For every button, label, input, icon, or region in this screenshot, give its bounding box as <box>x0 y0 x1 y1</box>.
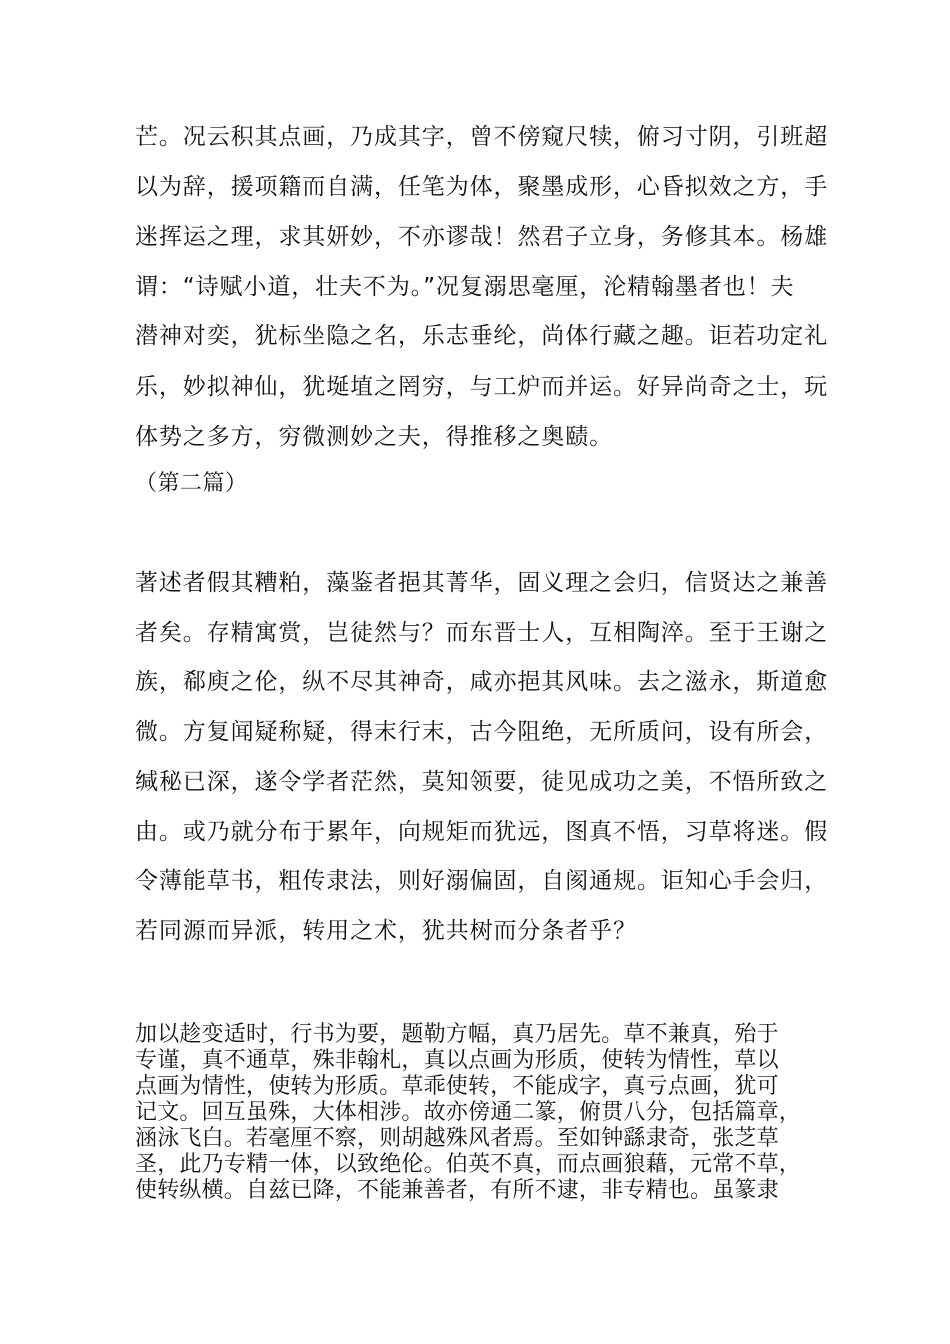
text-line: 芒。况云积其点画，乃成其字，曾不傍窥尺犊，俯习寸阴，引班超 <box>135 124 829 150</box>
text-line: 著述者假其糟粕，藻鉴者挹其菁华，固义理之会归，信贤达之兼善 <box>135 570 829 596</box>
text-line: 若同源而异派，转用之术，犹共树而分条者乎？ <box>135 918 637 944</box>
text-line: 体势之多方，穷微测妙之夫，得推移之奥赜。 <box>135 424 613 450</box>
text-line: 加以趁变适时，行书为要，题勒方幅，真乃居先。草不兼真，殆于 <box>135 1022 779 1047</box>
text-line: 谓：“诗赋小道，壮夫不为。”况复溺思毫厘，沦精翰墨者也！夫 <box>135 274 795 300</box>
text-line: 令薄能草书，粗传隶法，则好溺偏固，自阂通规。讵知心手会归， <box>135 868 829 894</box>
text-line: 乐，妙拟神仙，犹埏埴之罔穷，与工炉而并运。好异尚奇之士，玩 <box>135 374 829 400</box>
text-line: 点画为情性，使转为形质。草乖使转，不能成字，真亏点画，犹可 <box>135 1074 779 1099</box>
text-line: 圣，此乃专精一体，以致绝伦。伯英不真，而点画狼藉，元常不草， <box>135 1152 802 1177</box>
text-line: 记文。回互虽殊，大体相涉。故亦傍通二篆，俯贯八分，包括篇章， <box>135 1100 802 1125</box>
text-line: 迷挥运之理，求其妍妙，不亦谬哉！然君子立身，务修其本。杨雄 <box>135 224 829 250</box>
text-line: 微。方复闻疑称疑，得末行末，古今阻绝，无所质问，设有所会， <box>135 719 829 745</box>
text-line: 缄秘已深，遂令学者茫然，莫知领要，徒见成功之美，不悟所致之 <box>135 769 829 795</box>
text-line: 涵泳飞白。若毫厘不察，则胡越殊风者焉。至如钟繇隶奇，张芝草 <box>135 1126 779 1151</box>
text-line: 由。或乃就分布于累年，向规矩而犹远，图真不悟，习草将迷。假 <box>135 819 829 845</box>
text-line: 者矣。存精寓赏，岂徒然与？而东晋士人，互相陶淬。至于王谢之 <box>135 620 829 646</box>
text-line: 以为辞，援项籍而自满，任笔为体，聚墨成形，心昏拟效之方，手 <box>135 174 829 200</box>
text-line: 使转纵横。自兹已降，不能兼善者，有所不逮，非专精也。虽篆隶 <box>135 1178 779 1203</box>
text-line: 潜神对奕，犹标坐隐之名，乐志垂纶，尚体行藏之趣。讵若功定礼 <box>135 323 829 349</box>
text-line: 专谨，真不通草，殊非翰札，真以点画为形质，使转为情性，草以 <box>135 1048 779 1073</box>
text-line: 族，郗庾之伦，纵不尽其神奇，咸亦挹其风味。去之滋永，斯道愈 <box>135 669 829 695</box>
section-heading: （第二篇） <box>135 471 248 496</box>
